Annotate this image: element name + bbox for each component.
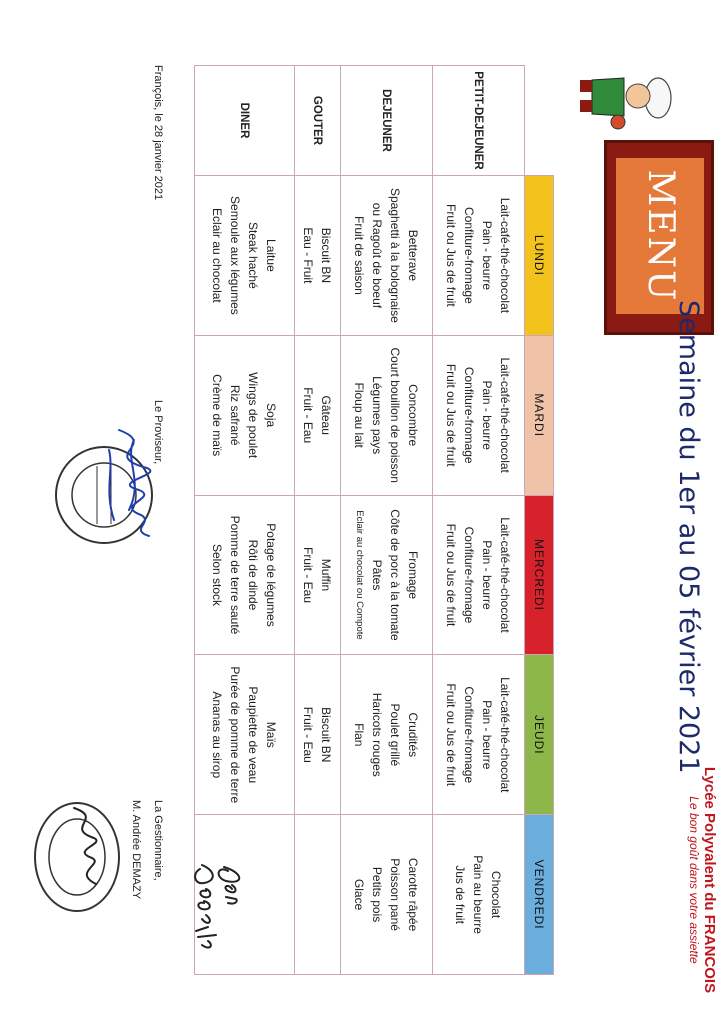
- week-title: Semaine du 1er au 05 février 2021: [673, 300, 704, 774]
- menu-item: Steak haché: [246, 222, 261, 289]
- proviseur-label: Le Proviseur,: [152, 400, 164, 465]
- menu-item: Fruit ou Jus de fruit: [444, 204, 459, 307]
- day-header-row: [525, 66, 554, 975]
- menu-item: Eclair au chocolat: [210, 208, 225, 303]
- bon-appetit-lettering: [184, 855, 254, 955]
- menu-item: Ananas au sirop: [210, 691, 225, 779]
- menu-item: Lait-café-thé-chocolat: [498, 357, 513, 473]
- menu-item: Betterave: [406, 229, 421, 282]
- menu-cell: [341, 335, 433, 495]
- menu-item: Pomme de terre sauté: [228, 515, 243, 635]
- menu-item: Biscuit BN: [319, 227, 334, 284]
- menu-item: Crudités: [406, 712, 421, 758]
- menu-item: Selon stock: [210, 543, 225, 607]
- menu-item: Floup au lait: [352, 382, 367, 448]
- date-line: François, le 28 janvier 2021: [152, 65, 164, 201]
- menu-item: Jus de fruit: [453, 865, 468, 924]
- menu-item: Gâteau: [319, 395, 334, 435]
- menu-item: Fromage: [406, 550, 421, 599]
- menu-cell: [341, 655, 433, 815]
- menu-table: [194, 65, 554, 975]
- menu-item: Pain - beurre: [480, 220, 495, 291]
- menu-item: Biscuit BN: [319, 707, 334, 763]
- menu-item: Poulet grillé: [388, 703, 403, 767]
- gestionnaire-name: M. Andrée DEMAZY: [130, 800, 142, 900]
- menu-item: Maïs: [264, 721, 279, 748]
- day-header-vendredi: VENDREDI: [525, 815, 554, 975]
- day-header-lundi: LUNDI: [525, 176, 554, 336]
- menu-cell: [433, 655, 525, 815]
- menu-item: Fruit - Eau: [301, 546, 316, 603]
- meal-row: [433, 66, 525, 975]
- menu-item: Légumes pays: [370, 376, 385, 455]
- school-name: Lycée Polyvalent du FRANCOIS: [701, 766, 718, 994]
- menu-item: Eau - Fruit: [301, 227, 316, 284]
- menu-item: Fruit ou Jus de fruit: [444, 683, 459, 787]
- day-header-mercredi: MERCREDI: [525, 495, 554, 655]
- menu-item: Spaghetti à la bolognaise: [388, 188, 403, 323]
- menu-item: Semoule aux légumes: [228, 196, 243, 315]
- menu-cell: [433, 815, 525, 975]
- menu-item: ou Ragoût de boeuf: [370, 202, 385, 309]
- menu-cell: [195, 655, 295, 815]
- day-header-mardi: MARDI: [525, 335, 554, 495]
- menu-item: Wings de poulet: [246, 372, 261, 459]
- school-slogan: Le bon goût dans votre assiette: [687, 796, 701, 964]
- menu-logo: [569, 58, 724, 320]
- menu-cell: [295, 655, 341, 815]
- meal-label: DEJEUNER: [341, 66, 433, 176]
- menu-item: Fruit - Eau: [301, 387, 316, 444]
- menu-cell: [341, 815, 433, 975]
- menu-cell: [433, 176, 525, 336]
- menu-item: Fruit - Eau: [301, 706, 316, 763]
- day-header-jeudi: JEUDI: [525, 655, 554, 815]
- meal-row: [341, 66, 433, 975]
- meal-body: [195, 66, 525, 975]
- menu-cell: [195, 335, 295, 495]
- menu-item: Crème de maïs: [210, 374, 225, 457]
- meal-label: GOUTER: [295, 66, 341, 176]
- menu-item: Chocolat: [489, 870, 504, 919]
- meal-label: PETIT-DEJEUNER: [433, 66, 525, 176]
- logo-text: MENU: [616, 158, 704, 314]
- meal-row: [295, 66, 341, 975]
- menu-item: Confiture-fromage: [462, 686, 477, 784]
- menu-item: Lait-café-thé-chocolat: [498, 197, 513, 314]
- menu-item: Soja: [264, 403, 279, 428]
- menu-item: Purée de pomme de terre: [228, 666, 243, 804]
- menu-item: Fruit de saison: [352, 216, 367, 295]
- menu-item: Eclair au chocolat ou Compote: [354, 510, 366, 640]
- chef-icon: [579, 58, 674, 130]
- menu-cell: [341, 176, 433, 336]
- menu-item: Carotte râpée: [406, 857, 421, 932]
- menu-cell: [195, 176, 295, 336]
- menu-item: Pâtes: [370, 559, 385, 591]
- gestionnaire-signature: [54, 800, 114, 890]
- menu-cell: [195, 495, 295, 655]
- menu-item: Haricots rouges: [370, 692, 385, 777]
- menu-item: Potage de légumes: [264, 523, 279, 627]
- menu-item: Poisson pané: [388, 858, 403, 931]
- menu-item: Flan: [352, 723, 367, 747]
- menu-item: Pain - beurre: [480, 700, 495, 770]
- meal-label: DINER: [195, 66, 295, 176]
- menu-cell: [433, 495, 525, 655]
- proviseur-signature: [94, 420, 169, 540]
- menu-item: Lait-café-thé-chocolat: [498, 517, 513, 633]
- menu-item: Muffin: [319, 558, 334, 592]
- menu-item: Rôti de dinde: [246, 539, 261, 611]
- menu-cell: [295, 176, 341, 336]
- menu-cell: [433, 335, 525, 495]
- menu-item: Confiture-fromage: [462, 366, 477, 464]
- menu-cell: [295, 335, 341, 495]
- menu-item: Confiture-fromage: [462, 207, 477, 304]
- menu-item: Riz safrané: [228, 384, 243, 446]
- school-block: [687, 745, 718, 1015]
- menu-cell: [295, 495, 341, 655]
- menu-item: Côte de porc à la tomate: [388, 509, 403, 641]
- menu-cell: [341, 495, 433, 655]
- menu-item: Pain au beurre: [471, 855, 486, 934]
- gestionnaire-label: La Gestionnaire,: [152, 800, 164, 881]
- menu-item: Court bouillon de poisson: [388, 347, 403, 483]
- menu-item: Glace: [352, 878, 367, 911]
- menu-item: Fruit ou Jus de fruit: [444, 363, 459, 467]
- menu-item: Pain - beurre: [480, 380, 495, 450]
- menu-item: Petits pois: [370, 866, 385, 923]
- menu-item: Lait-café-thé-chocolat: [498, 677, 513, 793]
- menu-item: Concombre: [406, 384, 421, 447]
- table-corner: [525, 66, 554, 176]
- meal-row: [195, 66, 295, 975]
- menu-item: Confiture-fromage: [462, 526, 477, 624]
- menu-cell: [295, 815, 341, 975]
- menu-item: Laitue: [264, 239, 279, 272]
- menu-item: Paupiette de veau: [246, 686, 261, 784]
- menu-item: Pain - beurre: [480, 540, 495, 610]
- menu-item: Fruit ou Jus de fruit: [444, 523, 459, 627]
